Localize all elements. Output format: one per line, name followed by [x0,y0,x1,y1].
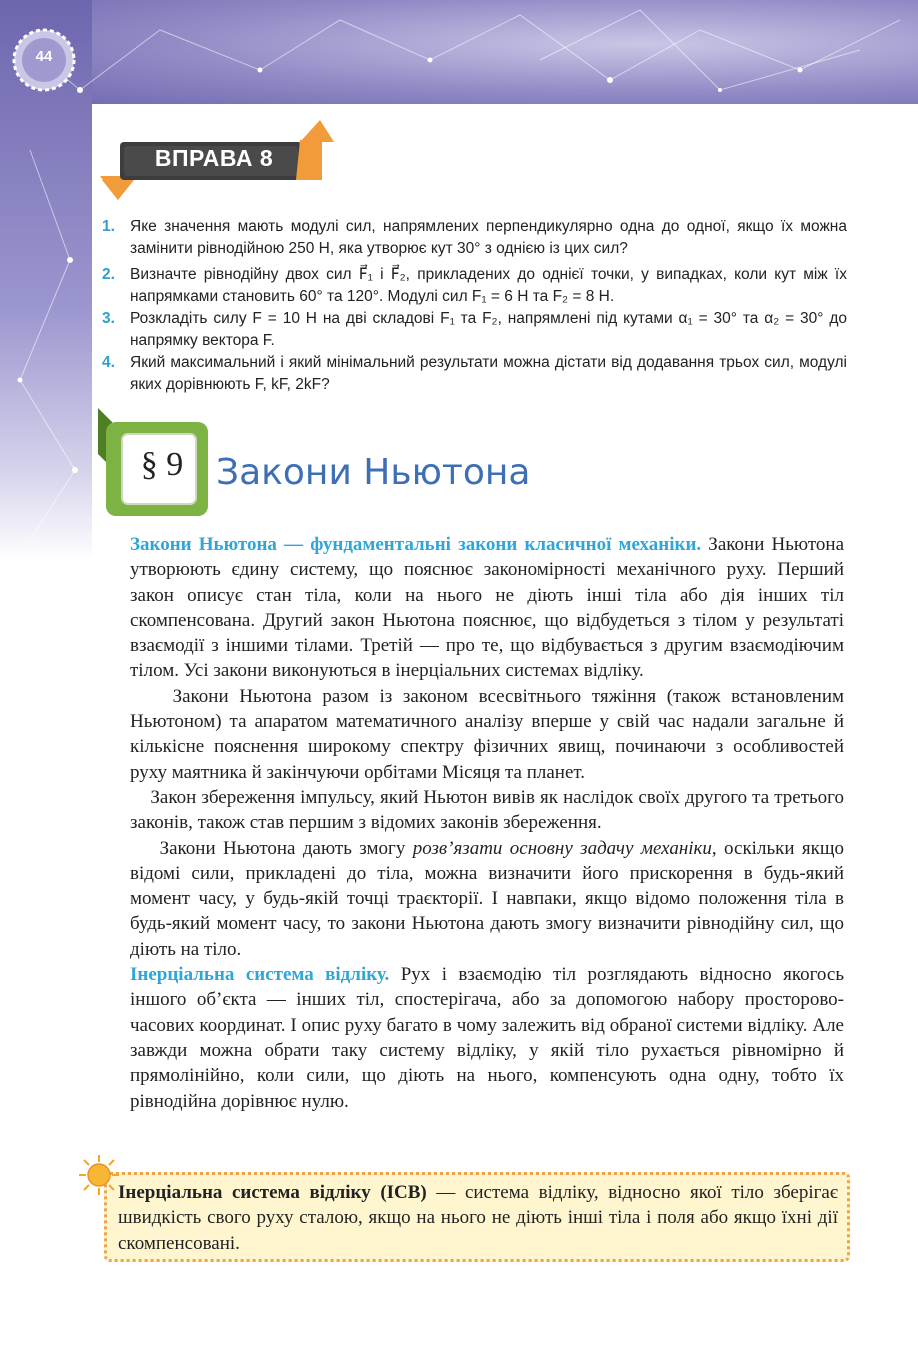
task-item [102,216,847,260]
task-item [102,352,847,396]
task-number: 1. [102,218,115,235]
paragraph [130,684,844,785]
task-item [102,264,847,308]
paragraph [130,532,844,684]
task-text: Розкладіть силу F = 10 Н на дві складові F₁ та F₂, напрямлені під кутами α₁ = 30° та α₂ = 30° до напрямку вектора F. [130,310,847,349]
section-body [130,532,844,1114]
task-number: 4. [102,354,115,371]
section-title: Закони Ньютона [216,452,531,493]
paragraph-text: Закони Ньютона утворюють єдину систему, що пояснює закономірності механічного руху. Перший закон описує стан тіла, коли на нього не діють інші тіла або дія інших тіл скомпенсована. Другий закон Ньютона пояснює, що відбудеться з тілом у результаті взаємодії з іншими тілами. Третій — про те, що відбувається з другим взаємодіючим тілом. Усі закони виконуються в інерціальних системах відліку. [130,534,844,682]
section-number: § 9 [140,446,184,483]
italic-text: розв’язати основну задачу механіки [412,837,712,859]
exercise-title: ВПРАВА 8 [154,145,274,171]
task-number: 2. [102,266,115,283]
paragraph-text: Рух і взаємодію тіл розглядають відносно якогось іншого об’єкта — інших тіл, спостерігача, або за допомогою набору просторово-часових координат. І опис руху багато в чому залежить від обраної системи відліку. Але завжди можна обрати таку систему відліку, у якій тіло рухається рівномірно й прямолінійно, коли сили, що діють на нього, компенсують одна одну, тобто їх рівнодійна дорівнює нулю. [130,964,844,1112]
paragraph-text: Закони Ньютона дають змогу [159,837,413,859]
term-highlight: Інерціальна система відліку. [130,964,390,986]
paragraph [130,836,844,962]
paragraph-text: Закон збереження імпульсу, який Ньютон вивів як наслідок своїх другого та третього законів, також став першим з відомих законів збереження. [130,786,844,834]
task-text: Який максимальний і який мінімальний результати можна дістати від додавання трьох сил, модулі яких дорівнюють F, kF, 2kF? [130,354,847,393]
definition-term: Інерціальна система відліку (ІСВ) [118,1182,427,1203]
task-number: 3. [102,310,115,327]
task-item [102,308,847,352]
task-text: Визначте рівнодійну двох сил F⃗₁ і F⃗₂, прикладених до однієї точки, у випадках, коли кут між їх напрямками становить 60° та 120°. Модулі сил F₁ = 6 Н та F₂ = 8 Н. [130,266,847,305]
paragraph [130,785,844,836]
paragraph-text: , оскільки якщо відомі сили, прикладені до тіла, можна визначити його прискорення в будь-який момент часу, у будь-якій точці траєкторії. І навпаки, якщо відомо положення тіла в будь-який момент часу, то закони Ньютона дають змогу визначити рівнодійну сил, що діють на тіло. [130,837,844,960]
term-highlight: Закони Ньютона — фундаментальні закони класичної механіки. [130,534,702,555]
paragraph [130,962,844,1114]
exercise-task-list [102,216,847,396]
sun-icon [78,1154,120,1196]
task-text: Яке значення мають модулі сил, напрямлених перпендикулярно одна до одної, якщо їх можна замінити рівнодійною 250 Н, яка утворює кут 30° з однією із цих сил? [130,218,847,257]
page-number: 44 [35,48,53,65]
paragraph-text: Закони Ньютона разом із законом всесвітнього тяжіння (також встановленим Ньютоном) та апаратом математичного аналізу вперше у свій час надали загальне й кількісне пояснення широкому спектру фізичних явищ, починаючи з особливостей руху маятника й закінчуючи орбітами Місяця та планет. [130,685,845,783]
definition-body: — система відліку, відносно якої тіло зберігає швидкість свого руху сталою, якщо на нього не діють інші тіла і поля або якщо їхні дії скомпенсовані. [118,1182,838,1254]
definition-text [118,1180,838,1256]
